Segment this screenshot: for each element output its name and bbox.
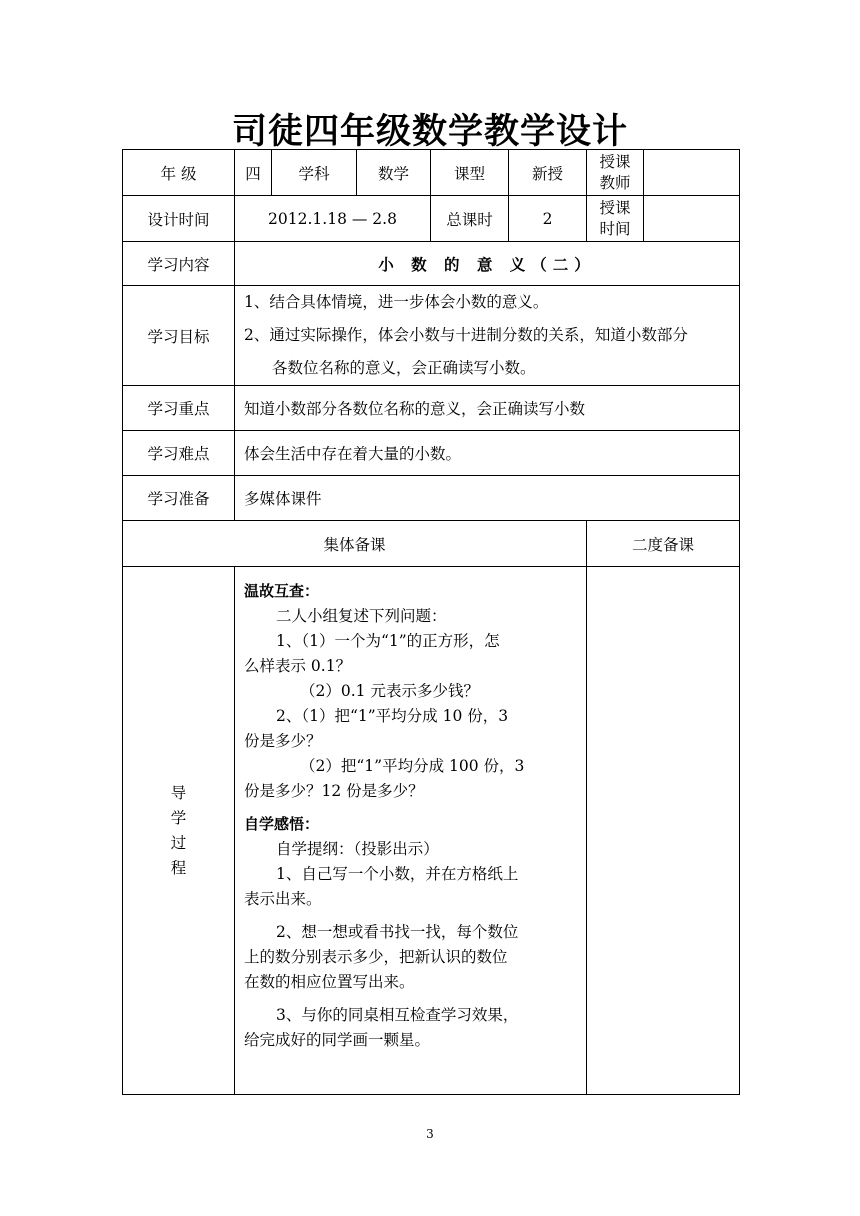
process-label-char-2: 学 <box>170 808 187 827</box>
content-label: 学习内容 <box>123 242 235 286</box>
preparation-label: 学习准备 <box>123 476 235 521</box>
teacher-label-line-2: 教师 <box>599 173 631 192</box>
key-point-row <box>123 386 740 431</box>
process-label-char-1: 导 <box>170 783 187 802</box>
grade-label: 年 级 <box>123 150 235 196</box>
process-label-char-4: 程 <box>170 858 187 877</box>
content-value: 小 数 的 意 义（二） <box>235 242 740 286</box>
teacher-label-line-1: 授课 <box>599 152 631 171</box>
time-row <box>123 196 740 242</box>
subject-label: 学科 <box>272 150 357 196</box>
process-label <box>123 567 235 1095</box>
content-row <box>123 242 740 286</box>
preparation-value: 多媒体课件 <box>235 476 740 521</box>
goals-value <box>235 286 740 386</box>
page-number: 3 <box>426 1127 434 1141</box>
difficulty-label: 学习难点 <box>123 431 235 476</box>
review-q2b-line-1: （2）把“1”平均分成 100 份，3 <box>300 757 525 775</box>
lesson-time-label-line-1: 授课 <box>599 198 631 217</box>
secondary-prep-notes <box>587 567 740 1095</box>
header-row <box>123 150 740 196</box>
difficulty-value: 体会生活中存在着大量的小数。 <box>235 431 740 476</box>
review-q1a-line-2: 么样表示 0.1？ <box>244 657 352 675</box>
review-heading: 温故互查： <box>244 582 320 600</box>
self-study-1-line-1: 1、自己写一个小数，并在方格纸上 <box>276 865 519 883</box>
process-label-char-3: 过 <box>170 833 187 852</box>
prep-header-row <box>123 521 740 567</box>
subject-value: 数学 <box>357 150 431 196</box>
grade-value: 四 <box>235 150 272 196</box>
self-study-3-line-2: 给完成好的同学画一颗星。 <box>244 1031 431 1049</box>
lesson-time-value <box>644 196 740 242</box>
self-study-intro: 自学提纲：（投影出示） <box>276 840 439 858</box>
lesson-plan-table <box>122 149 740 1095</box>
lesson-time-label <box>587 196 644 242</box>
teacher-value <box>644 150 740 196</box>
self-study-2-line-2: 上的数分别表示多少，把新认识的数位 <box>244 948 508 966</box>
review-q2b-line-2: 份是多少？12 份是多少？ <box>244 782 424 800</box>
lesson-type-label: 课型 <box>431 150 509 196</box>
self-study-3-line-1: 3、与你的同桌相互检查学习效果， <box>276 1006 519 1024</box>
difficulty-row <box>123 431 740 476</box>
document-title: 司徒四年级数学教学设计 <box>231 112 628 152</box>
review-q1b: （2）0.1 元表示多少钱？ <box>300 682 479 700</box>
design-time-label: 设计时间 <box>123 196 235 242</box>
process-content <box>235 567 587 1095</box>
goal-1: 1、结合具体情境，进一步体会小数的意义。 <box>244 293 549 311</box>
secondary-prep-header: 二度备课 <box>587 521 740 567</box>
key-point-value: 知道小数部分各数位名称的意义，会正确读写小数 <box>235 386 740 431</box>
self-study-2-line-3: 在数的相应位置写出来。 <box>244 973 415 991</box>
self-study-2-line-1: 2、想一想或看书找一找，每个数位 <box>276 923 519 941</box>
self-study-1-line-2: 表示出来。 <box>244 890 322 908</box>
total-hours-value: 2 <box>509 196 587 242</box>
review-q1a-line-1: 1、（1）一个为“1”的正方形，怎 <box>276 632 500 650</box>
lesson-type-value: 新授 <box>509 150 587 196</box>
lesson-time-label-line-2: 时间 <box>599 219 631 238</box>
goal-2: 2、通过实际操作，体会小数与十进制分数的关系，知道小数部分 <box>244 326 688 344</box>
goals-label: 学习目标 <box>123 286 235 386</box>
review-intro: 二人小组复述下列问题： <box>276 607 447 625</box>
collective-prep-header: 集体备课 <box>123 521 587 567</box>
review-q2a-line-2: 份是多少？ <box>244 732 322 750</box>
process-row <box>123 567 740 1095</box>
preparation-row <box>123 476 740 521</box>
self-study-heading: 自学感悟： <box>244 815 320 833</box>
design-time-value: 2012.1.18 — 2.8 <box>235 196 431 242</box>
key-point-label: 学习重点 <box>123 386 235 431</box>
review-q2a-line-1: 2、（1）把“1”平均分成 10 份，3 <box>276 707 509 725</box>
teacher-label <box>587 150 644 196</box>
goals-row <box>123 286 740 386</box>
goal-2-continued: 各数位名称的意义，会正确读写小数。 <box>272 359 536 377</box>
total-hours-label: 总课时 <box>431 196 509 242</box>
